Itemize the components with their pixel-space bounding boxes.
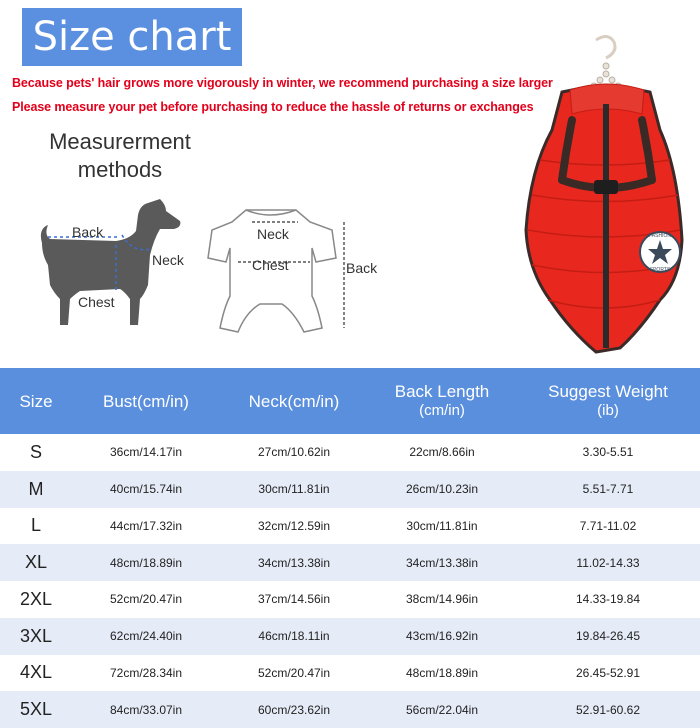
cell-bust: 44cm/17.32in	[109, 518, 183, 533]
cell-weight: 14.33-19.84	[575, 592, 641, 607]
cell-weight: 11.02-14.33	[576, 555, 640, 570]
dog-neck-label: Neck	[152, 252, 184, 268]
header-bust-label: Bust(cm/in)	[103, 391, 189, 411]
measurement-methods-title	[30, 128, 210, 184]
cell-bust: 62cm/24.40in	[109, 629, 183, 644]
header-weight-label: Suggest Weight	[548, 382, 668, 401]
cell-size: L	[30, 515, 41, 536]
cell-back-length: 26cm/10.23in	[405, 482, 479, 497]
table-row	[0, 434, 700, 471]
table-row	[0, 471, 700, 508]
notice-size-up: Because pets' hair grows more vigorously in winter, we recommend purchasing a size larger	[12, 76, 553, 90]
header-back-length	[368, 368, 516, 434]
coat-chest-label: Chest	[252, 257, 289, 273]
cell-back-length: 22cm/8.66in	[409, 445, 475, 460]
header-suggest-weight	[516, 368, 700, 434]
cell-neck: 34cm/13.38in	[257, 555, 331, 570]
measurement-title-line2: methods	[77, 157, 163, 182]
size-table-header	[0, 368, 700, 434]
cell-neck: 30cm/11.81in	[258, 482, 330, 497]
coat-neck-label: Neck	[257, 226, 289, 242]
cell-back-length: 48cm/18.89in	[405, 665, 479, 680]
cell-size: 3XL	[19, 625, 53, 646]
cell-neck: 60cm/23.62in	[257, 702, 331, 717]
cell-weight: 7.71-11.02	[579, 518, 637, 533]
header-weight-unit: (ib)	[597, 402, 619, 419]
cell-weight: 52.91-60.62	[575, 702, 641, 717]
cell-neck: 32cm/12.59in	[257, 518, 331, 533]
table-row	[0, 691, 700, 728]
measurement-title-line1: Measurerment	[49, 129, 191, 154]
dog-back-label: Back	[72, 224, 104, 240]
cell-size: 5XL	[19, 699, 53, 720]
badge-text-top: FASHION	[649, 233, 671, 239]
dog-measurement-illustration	[20, 195, 200, 345]
size-table	[0, 368, 700, 728]
table-row	[0, 581, 700, 618]
cell-size: S	[29, 441, 42, 462]
cell-weight: 5.51-7.71	[582, 482, 634, 497]
cell-neck: 52cm/20.47in	[257, 665, 331, 680]
cell-back-length: 34cm/13.38in	[405, 555, 479, 570]
cell-weight: 3.30-5.51	[582, 445, 634, 460]
cell-back-length: 30cm/11.81in	[406, 518, 478, 533]
cell-neck: 46cm/18.11in	[258, 629, 330, 644]
table-row	[0, 508, 700, 545]
badge-text-bottom: SPORTS	[649, 267, 671, 273]
red-vest-product-image	[510, 30, 695, 360]
header-back-length-unit: (cm/in)	[419, 402, 465, 419]
size-table-body	[0, 434, 700, 728]
cell-bust: 48cm/18.89in	[109, 555, 183, 570]
cell-back-length: 56cm/22.04in	[405, 702, 479, 717]
header-neck-label: Neck(cm/in)	[248, 391, 340, 411]
cell-back-length: 38cm/14.96in	[405, 592, 479, 607]
cell-bust: 40cm/15.74in	[109, 482, 183, 497]
dog-chest-label: Chest	[78, 294, 115, 310]
coat-back-label: Back	[346, 260, 378, 276]
table-row	[0, 618, 700, 655]
cell-weight: 19.84-26.45	[575, 629, 641, 644]
header-size-label: Size	[19, 391, 53, 411]
header-bust	[72, 368, 220, 434]
header-neck	[220, 368, 368, 434]
cell-bust: 72cm/28.34in	[109, 665, 183, 680]
cell-size: M	[28, 478, 44, 499]
notice-measure: Please measure your pet before purchasing to reduce the hassle of returns or exchanges	[12, 100, 534, 114]
cell-bust: 52cm/20.47in	[109, 592, 183, 607]
cell-neck: 27cm/10.62in	[257, 445, 331, 460]
header-size	[0, 368, 72, 434]
cell-neck: 37cm/14.56in	[257, 592, 331, 607]
cell-size: 4XL	[19, 662, 53, 683]
cell-back-length: 43cm/16.92in	[405, 629, 479, 644]
cell-size: XL	[24, 552, 48, 573]
cell-weight: 26.45-52.91	[575, 665, 641, 680]
cell-bust: 84cm/33.07in	[109, 702, 183, 717]
table-row	[0, 544, 700, 581]
cell-bust: 36cm/14.17in	[109, 445, 183, 460]
table-row	[0, 655, 700, 692]
page-title: Size chart	[22, 8, 242, 66]
header-back-length-label: Back Length	[394, 382, 490, 401]
pearl-hanger-icon	[591, 36, 621, 89]
cell-size: 2XL	[19, 588, 53, 609]
